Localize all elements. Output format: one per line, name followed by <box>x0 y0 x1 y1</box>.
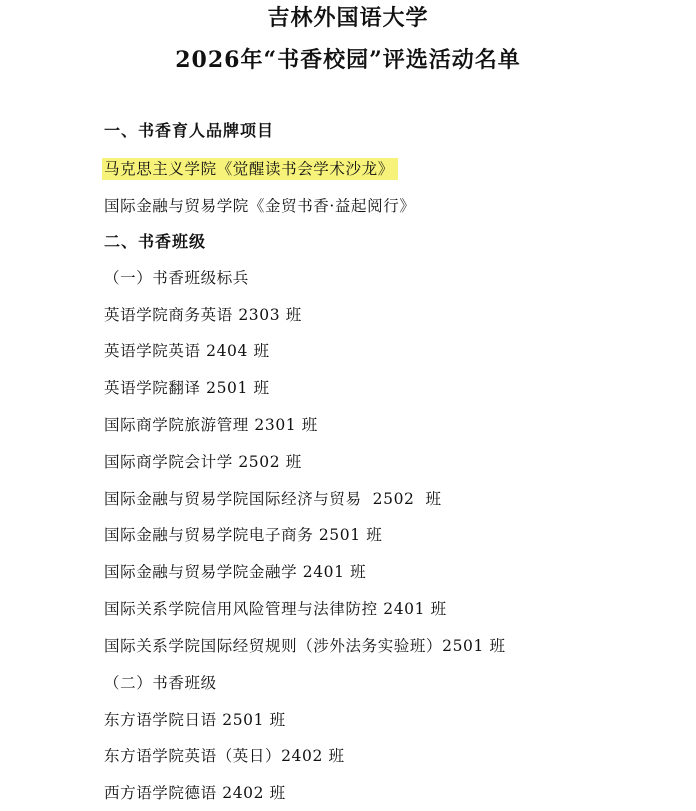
list-item: 国际金融与贸易学院金融学 2401 班 <box>104 563 367 581</box>
list-item: 国际商学院旅游管理 2301 班 <box>104 416 318 434</box>
list-item: 国际关系学院信用风险管理与法律防控 2401 班 <box>104 600 447 618</box>
list-item: 英语学院商务英语 2303 班 <box>104 306 302 324</box>
list-item: 国际金融与贸易学院电子商务 2501 班 <box>104 526 383 544</box>
list-item: 国际商学院会计学 2502 班 <box>104 453 302 471</box>
list-item: 英语学院英语 2404 班 <box>104 342 270 360</box>
list-item: 东方语学院英语（英日）2402 班 <box>104 747 345 765</box>
list-item: 国际金融与贸易学院国际经济与贸易 2502 班 <box>104 490 442 508</box>
list-item: 西方语学院德语 2402 班 <box>104 784 286 802</box>
highlighted-text: 马克思主义学院《觉醒读书会学术沙龙》 <box>102 158 398 180</box>
section-heading-brand-projects: 一、书香育人品牌项目 <box>104 121 275 140</box>
list-item: 东方语学院日语 2501 班 <box>104 711 286 729</box>
subsection-heading-book-classes: （二）书香班级 <box>104 674 217 692</box>
list-item: 国际关系学院国际经贸规则（涉外法务实验班）2501 班 <box>104 637 506 655</box>
list-item <box>104 158 398 180</box>
list-item: 英语学院翻译 2501 班 <box>104 379 270 397</box>
list-item: 国际金融与贸易学院《金贸书香·益起阅行》 <box>104 197 416 215</box>
subsection-heading-model-classes: （一）书香班级标兵 <box>104 269 249 287</box>
section-heading-book-classes: 二、书香班级 <box>104 232 207 251</box>
document-subtitle: 2026年“书香校园”评选活动名单 <box>175 47 521 73</box>
document-title: 吉林外国语大学 <box>267 5 429 31</box>
